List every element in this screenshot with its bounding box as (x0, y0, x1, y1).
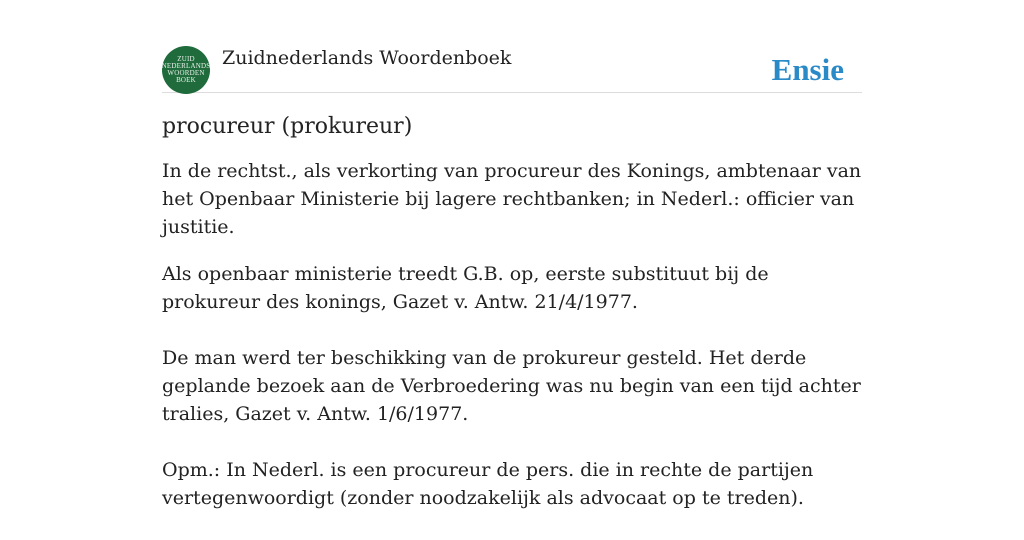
example-2: De man werd ter beschikking van de prokureur gesteld. Het derde geplande bezoek aan de Verbroedering was nu begin van een tijd achter tralies, Gazet v. Antw. 1/6/1977. (162, 347, 861, 425)
example-1: Als openbaar ministerie treedt G.B. op, eerste substituut bij de prokureur des konings, Gazet v. Antw. 21/4/1977. (162, 263, 769, 313)
site-header (162, 44, 862, 93)
logo-line-3: WOORDEN (167, 69, 205, 77)
logo-line-2: NEDERLANDS (162, 62, 210, 70)
headword: procureur (prokureur) (162, 114, 413, 139)
site-logo[interactable] (162, 46, 210, 94)
brand-link[interactable]: Ensie (771, 52, 844, 87)
logo-line-1: ZUID (177, 55, 195, 63)
examples (162, 260, 862, 512)
definition: In de rechtst., als verkorting van procureur des Konings, ambtenaar van het Openbaar Ministerie bij lagere rechtbanken; in Nederl.: officier van justitie. (162, 160, 862, 238)
site-title-link[interactable]: Zuidnederlands Woordenboek (222, 47, 512, 69)
usage-note: Opm.: In Nederl. is een procureur de pers. die in rechte de partijen vertegenwoordigt (zonder noodzakelijk als advocaat op te treden). (162, 459, 814, 509)
logo-line-4: BOEK (176, 76, 196, 84)
entry-content (162, 114, 862, 540)
